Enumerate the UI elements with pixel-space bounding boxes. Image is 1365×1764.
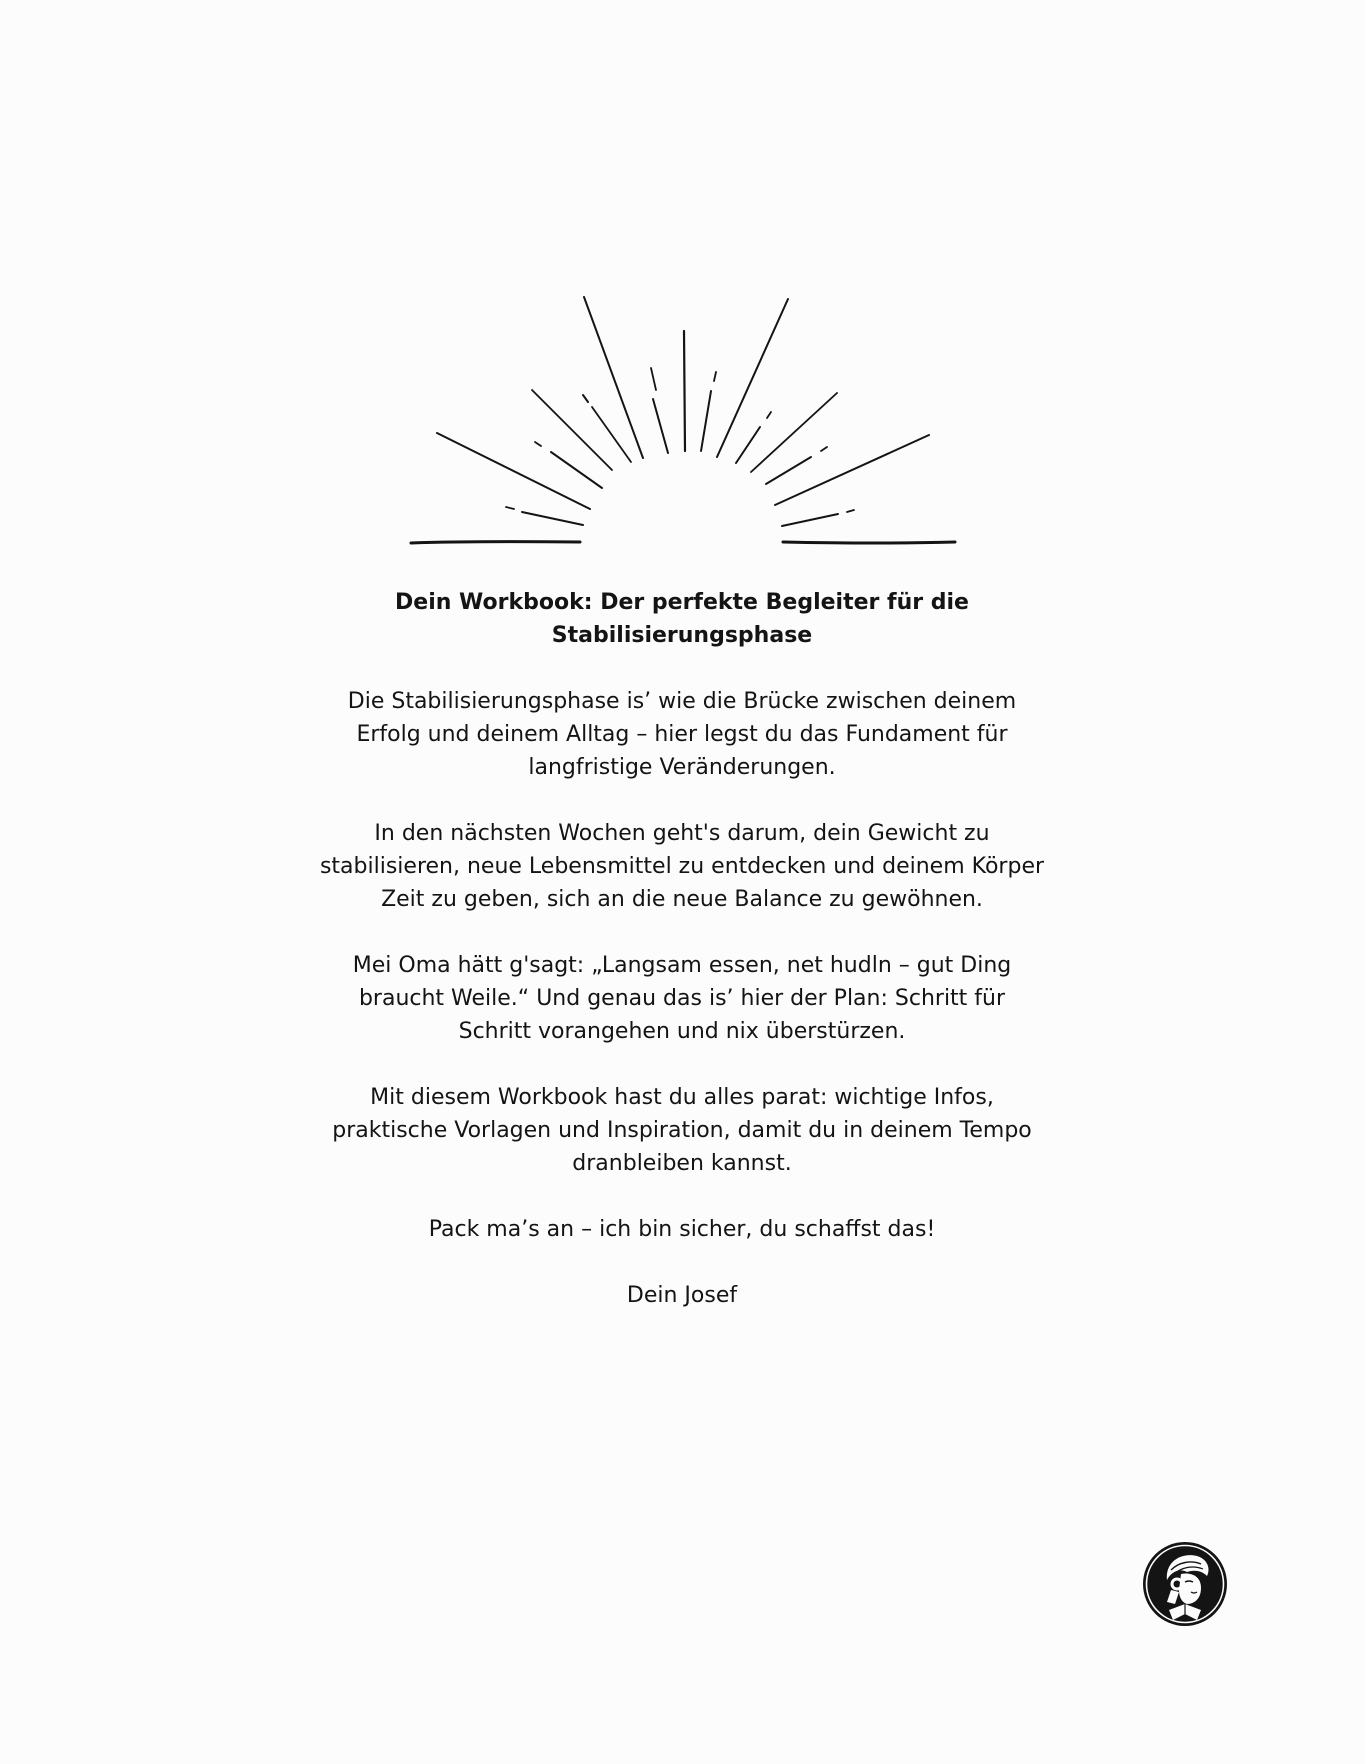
- text-line: In den nächsten Wochen geht's darum, dein Gewicht zu: [374, 821, 990, 846]
- title-line: Dein Workbook: Der perfekte Begleiter für die: [395, 590, 969, 615]
- signature-text: Dein Josef: [626, 1283, 738, 1308]
- letter-content: [282, 586, 1082, 1345]
- portrait-logo-icon: [1141, 1540, 1229, 1628]
- text-line: Erfolg und deinem Alltag – hier legst du das Fundament für: [356, 722, 1008, 747]
- weeks-paragraph: [282, 817, 1082, 916]
- text-line: Schritt vorangehen und nix überstürzen.: [458, 1019, 906, 1044]
- closing-line: [282, 1213, 1082, 1246]
- text-line: Mit diesem Workbook hast du alles parat: wichtige Infos,: [370, 1085, 994, 1110]
- text-line: Zeit zu geben, sich an die neue Balance zu gewöhnen.: [381, 887, 983, 912]
- text-line: langfristige Veränderungen.: [528, 755, 836, 780]
- text-line: Die Stabilisierungsphase is’ wie die Brücke zwischen deinem: [347, 689, 1017, 714]
- title-line: Stabilisierungsphase: [551, 623, 813, 648]
- text-line: Pack ma’s an – ich bin sicher, du schaffst das!: [428, 1217, 936, 1242]
- signature: [282, 1279, 1082, 1312]
- intro-paragraph: [282, 685, 1082, 784]
- quote-paragraph: [282, 949, 1082, 1048]
- text-line: dranbleiben kannst.: [572, 1151, 792, 1176]
- text-line: braucht Weile.“ Und genau das is’ hier der Plan: Schritt für: [358, 986, 1006, 1011]
- page-title: [282, 586, 1082, 652]
- text-line: praktische Vorlagen und Inspiration, damit du in deinem Tempo: [332, 1118, 1032, 1143]
- workbook-paragraph: [282, 1081, 1082, 1180]
- text-line: Mei Oma hätt g'sagt: „Langsam essen, net hudln – gut Ding: [352, 953, 1012, 978]
- sunburst-icon: [0, 0, 1365, 560]
- text-line: stabilisieren, neue Lebensmittel zu entdecken und deinem Körper: [319, 854, 1045, 879]
